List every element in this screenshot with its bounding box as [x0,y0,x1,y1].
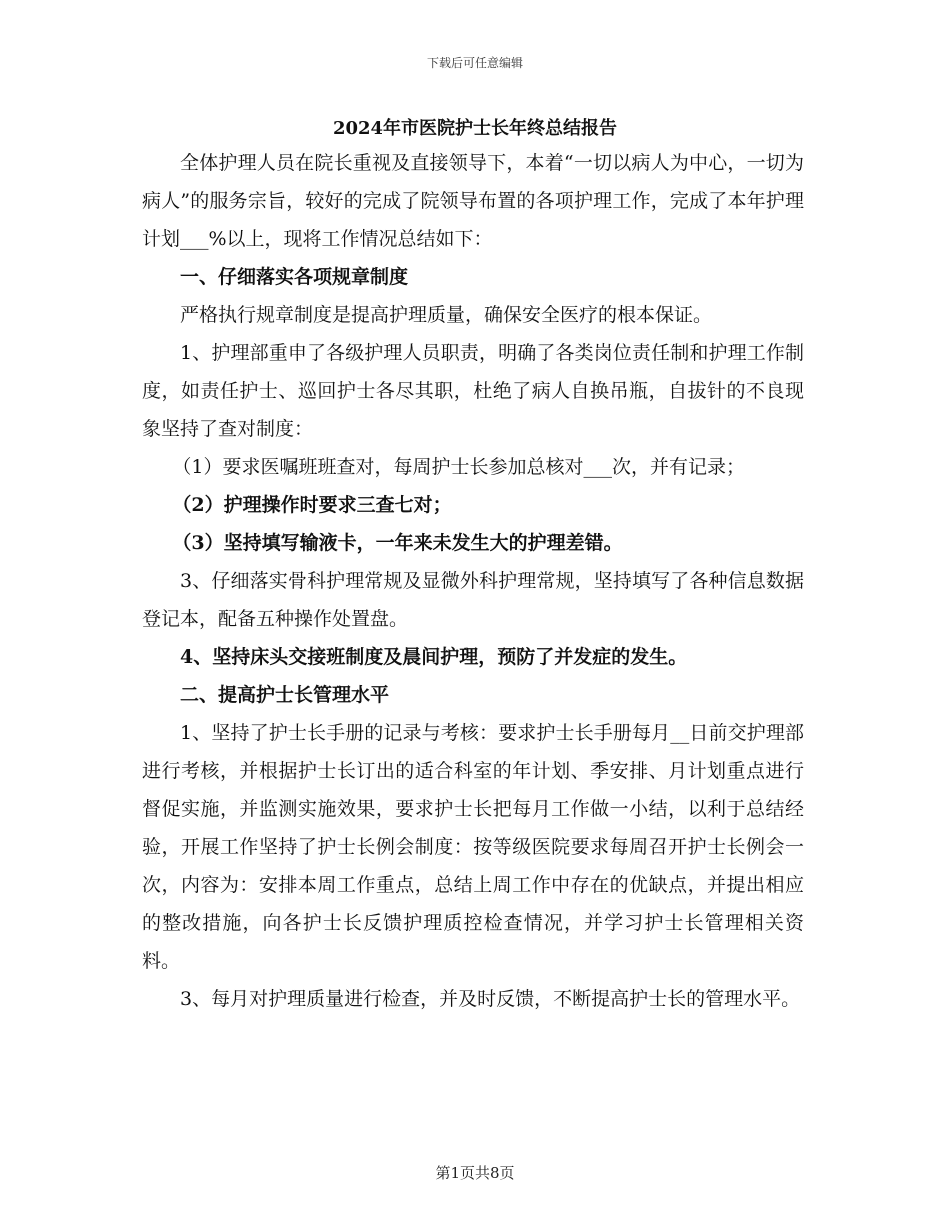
header-note: 下载后可任意编辑 [426,56,523,70]
section-heading-1: 一、仔细落实各项规章制度 [180,266,409,288]
section-heading-2: 二、提高护士长管理水平 [180,684,390,706]
list-item: （3）坚持填写输液卡，一年来未发生大的护理差错。 [172,532,623,554]
paragraph: 3、每月对护理质量进行检查，并及时反馈，不断提高护士长的管理水平。 [180,988,801,1010]
document-title: 2024年市医院护士长年终总结报告 [332,118,618,139]
paragraph: 1、护理部重申了各级护理人员职责，明确了各类岗位责任制和护理工作制度，如责任护士、巡回护士各尽其职，杜绝了病人自换吊瓶，自拔针的不良现象坚持了查对制度： [142,342,804,440]
list-item: （1）要求医嘱班班查对，每周护士长参加总核对___次，并有记录； [172,456,745,478]
paragraph: 严格执行规章制度是提高护理质量，确保安全医疗的根本保证。 [180,304,713,326]
page-number: 第1页共8页 [435,1164,515,1182]
paragraph-bold: 4、坚持床头交接班制度及晨间护理，预防了并发症的发生。 [180,646,688,668]
list-item: （2）护理操作时要求三查七对； [172,494,452,516]
document-body [142,144,804,1018]
paragraph-intro: 全体护理人员在院长重视及直接领导下，本着“一切以病人为中心，一切为病人”的服务宗旨，较好的完成了院领导布置的各项护理工作，完成了本年护理计划___%以上，现将工作情况总结如下： [142,152,804,250]
paragraph: 1、坚持了护士长手册的记录与考核：要求护士长手册每月__日前交护理部进行考核，并根据护士长订出的适合科室的年计划、季安排、月计划重点进行督促实施，并监测实施效果，要求护士长把每月工作做一小结，以利于总结经验，开展工作坚持了护士长例会制度：按等级医院要求每周召开护士长例会一次，内容为：安排本周工作重点，总结上周工作中存在的优缺点，并提出相应的整改措施，向各护士长反馈护理质控检查情况，并学习护士长管理相关资料。 [142,722,804,972]
paragraph: 3、仔细落实骨科护理常规及显微外科护理常规，坚持填写了各种信息数据登记本，配备五种操作处置盘。 [142,570,804,630]
